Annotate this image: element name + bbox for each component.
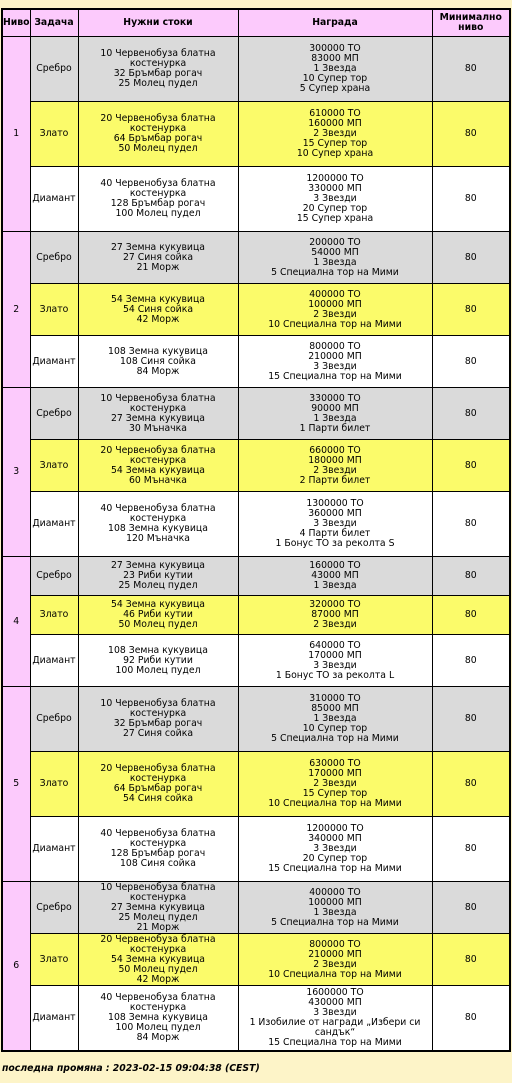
goods-line: 50 Молец пудел (118, 143, 198, 154)
reward-line: 87000 МП (311, 609, 359, 620)
reward-line: 3 Звезди (313, 843, 357, 854)
reward-line: 20 Супер тор (302, 853, 368, 864)
goods-line: 25 Молец пудел (118, 78, 198, 89)
reward-line: 400000 ТО (309, 886, 361, 898)
goods-line: 100 Молец пудел (115, 664, 201, 676)
goods-line: 42 Морж (136, 313, 180, 325)
needed-goods-cell (78, 882, 238, 934)
goods-line: 20 Червенобуза блатна костенурка (100, 113, 216, 134)
last-modified: последна промяна : 2023-02-15 09:04:38 (CEST) (2, 1063, 260, 1074)
reward-line: 800000 ТО (309, 340, 361, 352)
goods-line: 54 Земна кукувица (111, 953, 205, 965)
task-gold: Злато (30, 102, 78, 167)
level-cell: 2 (2, 232, 30, 388)
reward-line: 15 Специална тор на Мими (268, 370, 402, 382)
min-level-cell: 80 (432, 934, 510, 986)
task-gold: Злато (30, 752, 78, 817)
task-diamond: Диамант (30, 817, 78, 882)
goods-line: 23 Риби кутии (123, 570, 193, 581)
reward-cell (238, 687, 432, 752)
reward-cell (238, 752, 432, 817)
reward-line: 1 Звезда (313, 580, 357, 591)
reward-line: 10 Супер тор (302, 73, 368, 84)
reward-line: 400000 ТО (309, 288, 361, 300)
goods-line: 46 Риби кутии (123, 609, 193, 620)
task-silver: Сребро (30, 232, 78, 284)
level-cell: 6 (2, 882, 30, 1051)
table-row (2, 37, 510, 102)
min-level-cell: 80 (432, 167, 510, 232)
reward-line: 330000 ТО (309, 392, 361, 404)
needed-goods-cell (78, 557, 238, 596)
goods-line: 64 Бръмбар рогач (113, 133, 203, 144)
reward-line: 640000 ТО (309, 639, 361, 651)
header-min-level: Минимално ниво (432, 9, 510, 37)
reward-line: 2 Звезди (313, 308, 357, 320)
task-gold: Злато (30, 284, 78, 336)
reward-cell (238, 986, 432, 1051)
goods-line: 40 Червенобуза блатна костенурка (100, 991, 216, 1013)
reward-line: 15 Супер храна (296, 213, 374, 224)
reward-line: 10 Супер тор (302, 723, 368, 734)
reward-line: 430000 МП (308, 996, 362, 1008)
min-level-cell: 80 (432, 492, 510, 557)
level-cell: 1 (2, 37, 30, 232)
reward-line: 800000 ТО (309, 938, 361, 950)
reward-line: 90000 МП (311, 402, 359, 414)
table-row (2, 167, 510, 232)
reward-line: 630000 ТО (309, 758, 361, 769)
goods-line: 60 Мъначка (129, 474, 187, 486)
table-row (2, 752, 510, 817)
reward-cell (238, 596, 432, 635)
needed-goods-cell (78, 986, 238, 1051)
task-gold: Злато (30, 934, 78, 986)
goods-line: 20 Червенобуза блатна костенурка (100, 763, 216, 784)
table-row (2, 817, 510, 882)
goods-line: 54 Земна кукувица (111, 293, 205, 305)
reward-line: 170000 МП (308, 649, 362, 661)
goods-line: 92 Риби кутии (123, 654, 193, 666)
reward-line: 1 Парти билет (299, 422, 371, 434)
goods-line: 27 Земна кукувица (111, 412, 205, 424)
goods-line: 20 Червенобуза блатна костенурка (100, 444, 216, 466)
task-silver: Сребро (30, 687, 78, 752)
goods-line: 42 Морж (136, 973, 180, 985)
reward-line: 210000 МП (308, 948, 362, 960)
reward-line: 1600000 ТО (306, 986, 364, 998)
quest-table (1, 8, 511, 1052)
reward-cell (238, 557, 432, 596)
goods-line: 120 Мъначка (126, 533, 190, 544)
table-row (2, 284, 510, 336)
header-row (2, 9, 510, 37)
reward-line: 3 Звезди (313, 518, 357, 529)
reward-cell (238, 284, 432, 336)
reward-cell (238, 492, 432, 557)
goods-line: 50 Молец пудел (118, 963, 198, 975)
reward-line: 210000 МП (308, 350, 362, 362)
reward-line: 85000 МП (311, 703, 359, 714)
reward-cell (238, 232, 432, 284)
reward-line: 310000 ТО (309, 693, 361, 704)
reward-line: 300000 ТО (309, 43, 361, 54)
reward-line: 4 Парти билет (299, 528, 371, 539)
min-level-cell: 80 (432, 37, 510, 102)
goods-line: 27 Синя сойка (122, 251, 194, 263)
task-diamond: Диамант (30, 986, 78, 1051)
goods-line: 20 Червенобуза блатна костенурка (100, 933, 216, 955)
reward-line: 10 Супер храна (296, 148, 374, 159)
table-row (2, 596, 510, 635)
task-diamond: Диамант (30, 336, 78, 388)
goods-line: 128 Бръмбар рогач (110, 198, 206, 209)
reward-line: 20 Супер тор (302, 203, 368, 214)
min-level-cell: 80 (432, 284, 510, 336)
table-row (2, 492, 510, 557)
goods-line: 50 Молец пудел (118, 619, 198, 630)
table-row (2, 635, 510, 687)
reward-line: 83000 МП (311, 53, 359, 64)
goods-line: 108 Земна кукувица (108, 644, 208, 656)
table-row (2, 986, 510, 1051)
needed-goods-cell (78, 284, 238, 336)
reward-line: 3 Звезди (313, 659, 357, 671)
goods-line: 27 Земна кукувица (111, 560, 205, 571)
goods-line: 84 Морж (136, 365, 180, 377)
task-diamond: Диамант (30, 492, 78, 557)
needed-goods-cell (78, 596, 238, 635)
header-reward: Награда (238, 9, 432, 37)
goods-line: 25 Молец пудел (118, 911, 198, 923)
goods-line: 21 Морж (136, 261, 180, 273)
min-level-cell: 80 (432, 388, 510, 440)
reward-line: 660000 ТО (309, 444, 361, 456)
table-row (2, 440, 510, 492)
reward-line: 10 Специална тор на Мими (268, 318, 402, 330)
task-silver: Сребро (30, 37, 78, 102)
reward-line: 1 Звезда (313, 63, 357, 74)
reward-line: 1 Звезда (313, 412, 357, 424)
min-level-cell: 80 (432, 882, 510, 934)
reward-cell (238, 934, 432, 986)
goods-line: 108 Земна кукувица (108, 345, 208, 357)
goods-line: 10 Червенобуза блатна костенурка (100, 48, 216, 69)
goods-line: 10 Червенобуза блатна костенурка (100, 881, 216, 903)
reward-line: 1200000 ТО (306, 823, 364, 834)
min-level-cell: 80 (432, 596, 510, 635)
reward-line: 170000 МП (308, 768, 362, 779)
reward-line: 360000 МП (308, 508, 362, 519)
needed-goods-cell (78, 167, 238, 232)
level-cell: 4 (2, 557, 30, 687)
reward-line: 200000 ТО (309, 236, 361, 248)
reward-line: 3 Звезди (313, 1006, 357, 1018)
reward-line: 100000 МП (308, 896, 362, 908)
goods-line: 64 Бръмбар рогач (113, 783, 203, 794)
goods-line: 27 Земна кукувица (111, 241, 205, 253)
needed-goods-cell (78, 37, 238, 102)
reward-line: 2 Парти билет (299, 474, 371, 486)
reward-line: 3 Звезди (313, 193, 357, 204)
reward-cell (238, 882, 432, 934)
min-level-cell: 80 (432, 986, 510, 1051)
goods-line: 40 Червенобуза блатна костенурка (100, 503, 216, 524)
needed-goods-cell (78, 492, 238, 557)
min-level-cell: 80 (432, 817, 510, 882)
reward-line: 180000 МП (308, 454, 362, 466)
reward-line: 5 Специална тор на Мими (271, 266, 399, 278)
needed-goods-cell (78, 817, 238, 882)
reward-line: 15 Специална тор на Мими (268, 1036, 402, 1048)
table-row (2, 336, 510, 388)
task-silver: Сребро (30, 882, 78, 934)
task-diamond: Диамант (30, 635, 78, 687)
reward-line: 610000 ТО (309, 108, 361, 119)
goods-line: 54 Земна кукувица (111, 464, 205, 476)
needed-goods-cell (78, 687, 238, 752)
task-silver: Сребро (30, 388, 78, 440)
reward-line: 1200000 ТО (306, 173, 364, 184)
min-level-cell: 80 (432, 440, 510, 492)
reward-line: 100000 МП (308, 298, 362, 310)
reward-line: 5 Супер храна (299, 83, 371, 94)
reward-cell (238, 336, 432, 388)
reward-cell (238, 102, 432, 167)
reward-line: 3 Звезди (313, 360, 357, 372)
goods-line: 100 Молец пудел (115, 208, 201, 219)
min-level-cell: 80 (432, 336, 510, 388)
goods-line: 108 Синя сойка (119, 355, 196, 367)
goods-line: 27 Земна кукувица (111, 901, 205, 913)
goods-line: 21 Морж (136, 921, 180, 933)
quest-body (2, 37, 510, 1051)
goods-line: 100 Молец пудел (115, 1021, 201, 1033)
table-row (2, 882, 510, 934)
reward-cell (238, 167, 432, 232)
needed-goods-cell (78, 934, 238, 986)
reward-line: 54000 МП (311, 246, 359, 258)
reward-line: 1 Бонус ТО за реколта S (275, 538, 395, 549)
reward-line: 2 Звезди (313, 958, 357, 970)
min-level-cell: 80 (432, 687, 510, 752)
reward-line: 320000 ТО (309, 599, 361, 610)
reward-line: 160000 МП (308, 118, 362, 129)
goods-line: 40 Червенобуза блатна костенурка (100, 178, 216, 199)
reward-line: 1300000 ТО (306, 498, 364, 509)
reward-line: 15 Супер тор (302, 138, 368, 149)
reward-cell (238, 37, 432, 102)
task-diamond: Диамант (30, 167, 78, 232)
reward-line: 10 Специална тор на Мими (268, 968, 402, 980)
header-needed-goods: Нужни стоки (78, 9, 238, 37)
level-cell: 5 (2, 687, 30, 882)
goods-line: 32 Бръмбар рогач (113, 68, 203, 79)
reward-cell (238, 388, 432, 440)
reward-line: 340000 МП (308, 833, 362, 844)
reward-line: 2 Звезди (313, 619, 357, 630)
goods-line: 108 Синя сойка (119, 858, 196, 869)
needed-goods-cell (78, 388, 238, 440)
goods-line: 27 Синя сойка (122, 728, 194, 739)
table-row (2, 687, 510, 752)
reward-line: 15 Специална тор на Мими (268, 863, 402, 874)
goods-line: 128 Бръмбар рогач (110, 848, 206, 859)
needed-goods-cell (78, 635, 238, 687)
goods-line: 108 Земна кукувица (108, 523, 208, 534)
reward-line: 1 Бонус ТО за реколта L (275, 669, 395, 681)
goods-line: 10 Червенобуза блатна костенурка (100, 392, 216, 414)
level-cell: 3 (2, 388, 30, 557)
reward-line: 2 Звезди (313, 128, 357, 139)
header-task: Задача (30, 9, 78, 37)
goods-line: 84 Морж (136, 1031, 180, 1043)
reward-line: 15 Супер тор (302, 788, 368, 799)
needed-goods-cell (78, 102, 238, 167)
reward-line: 5 Специална тор на Мими (271, 733, 399, 744)
reward-line: 330000 МП (308, 183, 362, 194)
goods-line: 108 Земна кукувица (108, 1011, 208, 1023)
needed-goods-cell (78, 440, 238, 492)
reward-line: 43000 МП (311, 570, 359, 581)
task-gold: Злато (30, 440, 78, 492)
reward-line: 1 Изобилие от награди „Избери си сандък“ (249, 1016, 421, 1038)
reward-cell (238, 635, 432, 687)
reward-line: 5 Специална тор на Мими (271, 916, 399, 928)
reward-cell (238, 440, 432, 492)
header-level: Ниво (2, 9, 30, 37)
reward-line: 1 Звезда (313, 906, 357, 918)
goods-line: 54 Синя сойка (122, 793, 194, 804)
goods-line: 25 Молец пудел (118, 580, 198, 591)
table-row (2, 934, 510, 986)
goods-line: 32 Бръмбар рогач (113, 718, 203, 729)
task-gold: Злато (30, 596, 78, 635)
goods-line: 54 Земна кукувица (111, 599, 205, 610)
goods-line: 30 Мъначка (129, 422, 187, 434)
goods-line: 40 Червенобуза блатна костенурка (100, 828, 216, 849)
goods-line: 10 Червенобуза блатна костенурка (100, 698, 216, 719)
table-row (2, 232, 510, 284)
min-level-cell: 80 (432, 102, 510, 167)
reward-cell (238, 817, 432, 882)
table-row (2, 388, 510, 440)
goods-line: 54 Синя сойка (122, 303, 194, 315)
min-level-cell: 80 (432, 752, 510, 817)
table-row (2, 557, 510, 596)
task-silver: Сребро (30, 557, 78, 596)
reward-line: 160000 ТО (309, 560, 361, 571)
reward-line: 10 Специална тор на Мими (268, 798, 402, 809)
min-level-cell: 80 (432, 232, 510, 284)
needed-goods-cell (78, 232, 238, 284)
reward-line: 1 Звезда (313, 713, 357, 724)
reward-line: 2 Звезди (313, 778, 357, 789)
table-row (2, 102, 510, 167)
min-level-cell: 80 (432, 635, 510, 687)
needed-goods-cell (78, 752, 238, 817)
needed-goods-cell (78, 336, 238, 388)
reward-line: 1 Звезда (313, 256, 357, 268)
reward-line: 2 Звезди (313, 464, 357, 476)
min-level-cell: 80 (432, 557, 510, 596)
